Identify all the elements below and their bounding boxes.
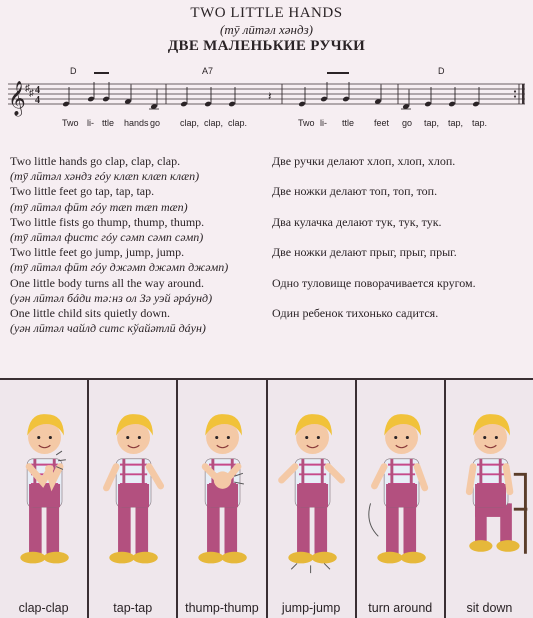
verse-russian [272,291,525,306]
panel-caption: tap-tap [113,601,153,615]
treble-clef-icon: 𝄞 [8,81,26,116]
song-title-english: TWO LITTLE HANDS [190,5,343,21]
sharp-icon: ♯ [29,88,34,99]
verse-line [10,184,525,199]
verse-russian: Две ножки делают топ, топ, топ. [272,184,438,199]
verse-line [10,230,525,245]
staff-notation [6,62,527,142]
verse-transcription: (тӯ лӣтәл хәндз гóу клæп клæп клæп) [10,169,200,184]
lyric-syllable: clap. [228,118,248,128]
verse-russian: Две ручки делают хлоп, хлоп, хлоп. [272,154,456,168]
action-panel [89,380,178,618]
verse-english: Two little feet go tap, tap, tap. [10,184,155,199]
verse-english: One little child sits quietly down. [10,306,170,321]
lyric-syllable: clap, [204,118,224,128]
action-panel [178,380,267,618]
verse-english: Two little fists go thump, thump, thump. [10,214,205,229]
illustration-strip [0,378,533,618]
lyric-syllable: tap, [448,118,464,128]
title-block [0,4,533,55]
action-panel [0,380,89,618]
verses-block [10,154,525,336]
verse-line [10,260,525,275]
verse-line [10,200,525,215]
verse-transcription: (уән лӣтәл бáди тә:нз ол Зә уэй әрáунд) [10,290,213,305]
verse-russian: Две ножки делают прыг, прыг, прыг. [272,245,457,260]
verse-russian: Два кулачка делают тук, тук, тук. [272,214,442,229]
lyric-syllable: Two [62,118,79,128]
lyric-syllable: tap, [424,118,440,128]
verse-english: Two little feet go jump, jump, jump. [10,245,185,260]
repeat-dot [514,90,516,92]
time-signature-bottom: 4 [35,95,40,106]
verse-line [10,321,525,336]
song-title-transcription: (тӯ лӣтәл хәндз) [220,22,313,37]
lyric-syllable: clap, [180,118,200,128]
verse-russian [272,321,525,336]
panel-caption: clap-clap [18,601,69,615]
verse-line [10,169,525,184]
verse-transcription: (уән лӣтәл чайлд ситс кўайәтлӣ дáун) [10,321,206,336]
verse-transcription: (тӯ лӣтәл фистс гóу сәмп сәмп сәмп) [10,230,204,245]
verse-line [10,245,525,260]
verse-russian [272,200,525,215]
verse-russian [272,230,525,245]
verse-line [10,291,525,306]
verse-russian: Одно туловище поворачивается кругом. [272,275,476,290]
final-bar-line [522,84,525,104]
lyric-syllable: go [402,118,413,128]
lyric-syllable: li- [87,118,94,128]
action-panel [357,380,446,618]
verse-line [10,306,525,321]
lyric-syllable: ttle [102,118,115,128]
verse-russian: Один ребенок тихонько садится. [272,306,439,321]
panel-caption: turn around [368,601,433,615]
lyric-syllable: ttle [342,118,355,128]
verse-transcription: (тӯ лӣтәл фӣт гóу джәмп джәмп джәмп) [10,260,229,275]
action-panel [268,380,357,618]
action-panel [446,380,533,618]
lyric-syllable: li- [320,118,327,128]
verse-line [10,154,525,169]
quarter-rest-icon: 𝄽 [268,89,272,103]
panel-caption: sit down [466,601,513,615]
panel-caption: thump-thump [185,601,259,615]
music-staff [6,62,527,142]
lyric-syllable: go [150,118,161,128]
verse-english: One little body turns all the way around. [10,275,204,290]
lyric-syllable: hands [124,118,149,128]
lyric-syllable: feet [374,118,390,128]
lyric-syllable: Two [298,118,315,128]
lyric-syllable: tap. [472,118,488,128]
time-signature-top: 4 [35,85,40,96]
verse-english: Two little hands go clap, clap, clap. [10,154,181,168]
chord-symbol: D [438,66,445,76]
panel-caption: jump-jump [281,601,341,615]
verse-russian [272,169,525,184]
sharp-icon: ♯ [25,83,30,94]
repeat-dot [514,95,516,97]
chord-symbol: A7 [202,66,214,76]
verse-russian [272,260,525,275]
song-title-russian: ДВЕ МАЛЕНЬКИЕ РУЧКИ [167,38,366,54]
verse-line [10,276,525,291]
chord-symbol: D [70,66,77,76]
verse-transcription: (тӯ лӣтәл фӣт гóу тæп тæп тæп) [10,199,188,214]
verse-line [10,215,525,230]
